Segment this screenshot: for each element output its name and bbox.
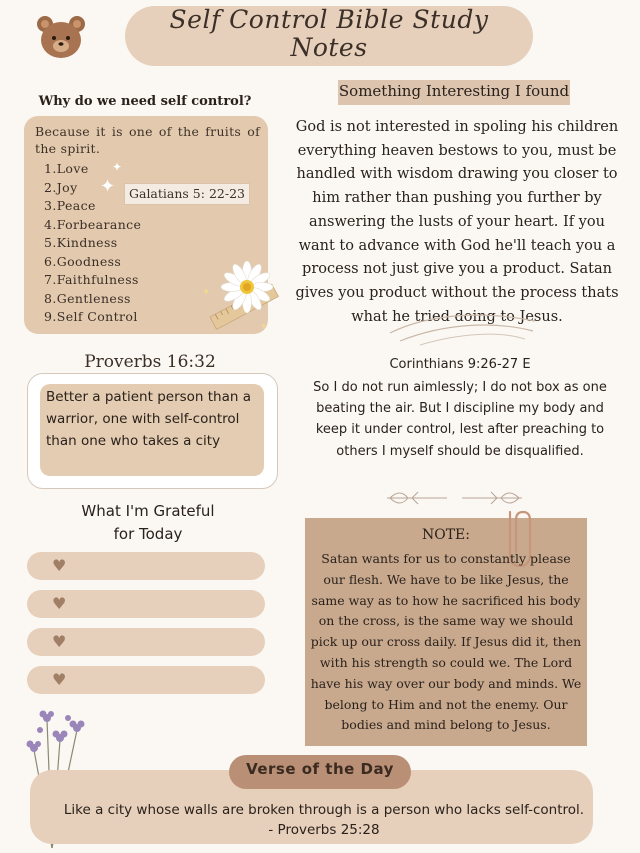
grateful-entry[interactable] bbox=[27, 552, 265, 580]
page-title-line2: Notes bbox=[290, 33, 368, 62]
heart-icon: ♥ bbox=[52, 594, 67, 613]
verse-label: Verse of the Day bbox=[246, 760, 394, 778]
list-item: 5.Kindness bbox=[44, 235, 118, 250]
svg-text:✦: ✦ bbox=[260, 322, 268, 332]
note-text: Satan wants for us to constantly please our flesh. We have to be like Jesus, the same way as to how he sacrificed his body on the cross, is the same way we should pick up our cross daily. If Jesus did it, then with his strength so could we. The Lord have his way over our body and minds. We belong to Him and not the enemy. Our bodies and mind belong to Jesus. bbox=[310, 551, 582, 733]
heart-icon: ♥ bbox=[52, 632, 67, 651]
daisy-icon bbox=[200, 255, 285, 345]
svg-text:✦: ✦ bbox=[202, 287, 211, 298]
sparkle-icon: ✦ bbox=[100, 176, 116, 197]
list-item: 4.Forbearance bbox=[44, 216, 142, 232]
verse-text bbox=[30, 800, 618, 840]
verse-line1: Like a city whose walls are broken through is a person who lacks self-control. bbox=[63, 802, 585, 818]
teddy-bear-icon bbox=[35, 14, 87, 60]
heart-icon: ♥ bbox=[52, 556, 67, 575]
proverbs-title: Proverbs 16:32 bbox=[84, 352, 216, 372]
list-item: 3.Peace bbox=[44, 198, 96, 213]
swoosh-decoration bbox=[385, 303, 540, 348]
sparkle-icon: ✦ bbox=[112, 160, 123, 174]
grateful-title-line2: for Today bbox=[113, 525, 183, 543]
list-item: 2.Joy bbox=[44, 179, 78, 195]
list-item: 9.Self Control bbox=[44, 309, 138, 324]
list-item: 8.Gentleness bbox=[44, 290, 131, 306]
fruits-intro: Because it is one of the fruits of the spirit. bbox=[35, 124, 260, 156]
list-item: 1.Love bbox=[44, 161, 89, 176]
why-question: Why do we need self control? bbox=[38, 94, 252, 109]
grateful-entry[interactable] bbox=[27, 590, 265, 618]
note-title: NOTE: bbox=[421, 527, 470, 543]
interesting-header: Something Interesting I found bbox=[338, 82, 570, 100]
galatians-reference: Galatians 5: 22-23 bbox=[124, 183, 250, 205]
grateful-title bbox=[48, 500, 248, 546]
proverbs-text: Better a patient person than a warrior, one with self-control than one who takes a city bbox=[46, 389, 252, 449]
verse-line2: - Proverbs 25:28 bbox=[268, 822, 380, 838]
grateful-title-line1: What I'm Grateful bbox=[81, 502, 215, 520]
corinthians-reference: Corinthians 9:26-27 E bbox=[389, 357, 531, 372]
list-item: 7.Faithfulness bbox=[44, 272, 139, 287]
grateful-entry[interactable] bbox=[27, 628, 265, 656]
grateful-entry[interactable] bbox=[27, 666, 265, 694]
corinthians-text: So I do not run aimlessly; I do not box as one beating the air. But I discipline my body and keep it under control, lest after preaching to others I myself should be disqualified. bbox=[313, 380, 607, 459]
page-title-line1: Self Control Bible Study bbox=[169, 5, 489, 34]
page-title bbox=[125, 6, 533, 62]
heart-icon: ♥ bbox=[52, 670, 67, 689]
interesting-body: God is not interested in spoling his children everything heaven bestows to you, must be handled with wisdom drawing you closer to him rather than pushing you further by answering the lusts of your heart. If you want to advance with God he'll teach you a process not just give you a product. Satan gives you product without the process thats what he tried doing to Jesus. bbox=[295, 119, 619, 325]
list-item: 6.Goodness bbox=[44, 253, 122, 269]
